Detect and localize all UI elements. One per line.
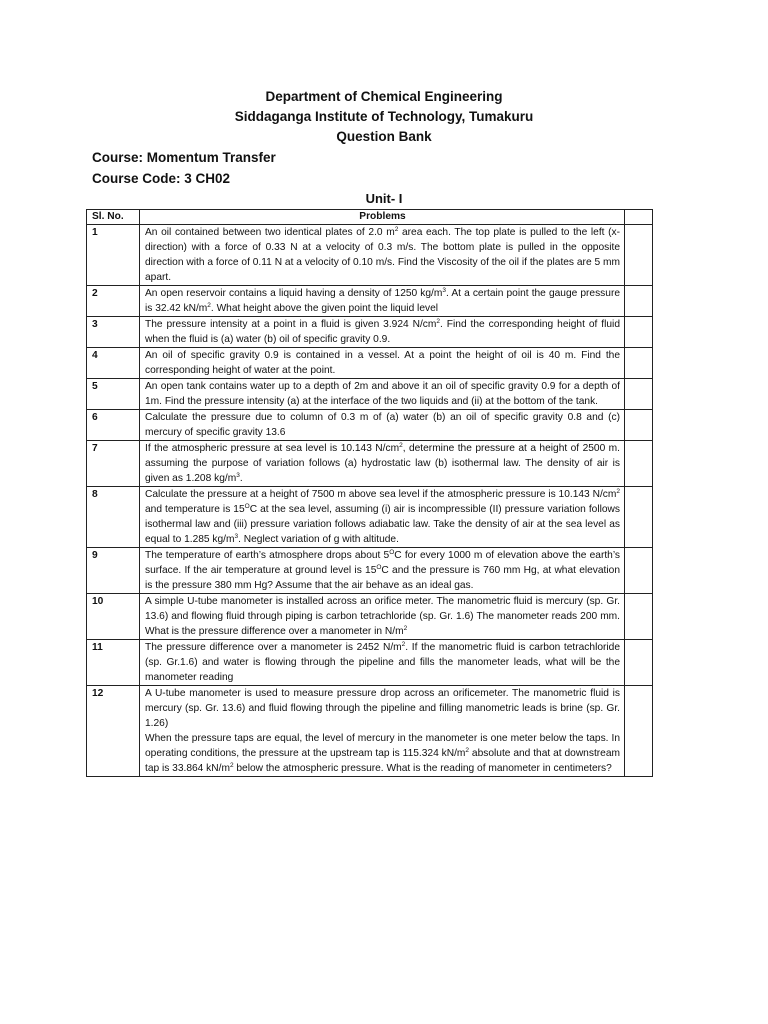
- problem-paragraph: [145, 594, 620, 639]
- problem-paragraph: [145, 731, 620, 776]
- problem-text-segment: An open tank contains water up to a depth of 2m and above it an oil of specific gravity 0.9 for a depth of 1m. Find the pressure intensity (a) at the interface of the two liquids and (ii) at the bottom of the tank.: [145, 381, 620, 407]
- superscript: O: [376, 564, 382, 571]
- superscript: O: [244, 503, 250, 510]
- problem-text-segment: . Find the corresponding height of fluid when the fluid is (a) water (b) oil of specific gravity 0.9.: [145, 319, 620, 345]
- problem-text: [140, 594, 625, 640]
- problem-text: [140, 225, 625, 286]
- problem-number: 4: [87, 348, 140, 379]
- problem-number: 3: [87, 317, 140, 348]
- table-header-row: [87, 210, 653, 225]
- problem-text-segment: An open reservoir contains a liquid having a density of 1250 kg/m: [145, 288, 443, 299]
- problem-text: [140, 487, 625, 548]
- problem-number: 6: [87, 410, 140, 441]
- superscript: 2: [229, 762, 234, 769]
- superscript: 2: [403, 625, 408, 632]
- problem-paragraph: [145, 348, 620, 378]
- table-row: [87, 317, 653, 348]
- table-row: [87, 686, 653, 777]
- problem-text-segment: C and the pressure is 760 mm Hg, at what elevation is the pressure 380 mm Hg? Assume that the air behave as an ideal gas.: [145, 565, 620, 591]
- problem-paragraph: [145, 317, 620, 347]
- problem-text-segment: A simple U-tube manometer is installed across an orifice meter. The manometric fluid is mercury (sp. Gr. 13.6) and flowing fluid through piping is carbon tetrachloride (sp. Gr. 1.6) The manometer reads 200 mm. What is the pressure difference over a manometer in N/m: [145, 596, 620, 637]
- problem-text-segment: .: [239, 473, 243, 484]
- blank-cell: [625, 286, 653, 317]
- problem-text: [140, 348, 625, 379]
- superscript: 2: [394, 226, 399, 233]
- superscript: 2: [399, 442, 403, 449]
- blank-cell: [625, 379, 653, 410]
- problem-paragraph: [145, 686, 620, 731]
- table-row: [87, 487, 653, 548]
- problem-paragraph: [145, 225, 620, 285]
- problem-text: [140, 379, 625, 410]
- problem-text: [140, 548, 625, 594]
- document-title: Question Bank: [336, 129, 432, 144]
- column-header-slno: Sl. No.: [87, 210, 140, 225]
- problem-number: 11: [87, 640, 140, 686]
- institute-heading: Siddaganga Institute of Technology, Tumakuru: [234, 109, 534, 124]
- problem-text: [140, 640, 625, 686]
- problem-text-segment: Calculate the pressure due to column of 0.3 m of (a) water (b) an oil of specific gravity 0.8 and (c) mercury of specific gravity 13.6: [145, 412, 620, 438]
- problem-text-segment: , determine the pressure at a height of 2500 m. assuming the purpose of variation follows (a) hydrostatic law (b) isothermal law. The density of air is given as 1.208 kg/m: [145, 443, 620, 484]
- table-row: [87, 379, 653, 410]
- problem-text: [140, 410, 625, 441]
- column-header-extra: [625, 210, 653, 225]
- problem-text-segment: . Neglect variation of g with altitude.: [238, 534, 399, 545]
- course-code: Course Code: 3 CH02: [92, 171, 231, 186]
- problem-text-segment: . At a certain point the gauge pressure is 32.42 kN/m: [145, 288, 621, 314]
- problem-number: 5: [87, 379, 140, 410]
- problem-text-segment: . If the manometric fluid is carbon tetrachloride (sp. Gr.1.6) and water is flowing through the pipeline and fills the manometer leads, what will be the manometer reading: [145, 642, 620, 683]
- problem-text-segment: . What height above the given point the liquid level: [210, 303, 439, 314]
- problem-text: [140, 317, 625, 348]
- problem-number: 1: [87, 225, 140, 286]
- problem-number: 8: [87, 487, 140, 548]
- problem-number: 2: [87, 286, 140, 317]
- problem-text-segment: and temperature is 15: [145, 504, 245, 515]
- department-heading: Department of Chemical Engineering: [265, 89, 503, 104]
- problem-paragraph: [145, 548, 620, 593]
- table-row: [87, 548, 653, 594]
- problem-text-segment: C for every 1000 m of elevation above the earth’s surface. If the air temperature at ground level is 15: [145, 550, 621, 576]
- problem-number: 7: [87, 441, 140, 487]
- blank-cell: [625, 317, 653, 348]
- problem-text-segment: C at the sea level, assuming (i) air is incompressible (II) pressure variation follows isothermal law and (iii) pressure variation follows adiabatic law. Take the density of air at the sea level as equal to 1.285 kg/m: [145, 504, 620, 545]
- superscript: 3: [234, 533, 239, 540]
- problem-text-segment: The temperature of earth’s atmosphere drops about 5: [145, 550, 390, 561]
- problem-paragraph: [145, 410, 620, 440]
- blank-cell: [625, 410, 653, 441]
- blank-cell: [625, 225, 653, 286]
- superscript: 2: [465, 747, 470, 754]
- problem-text: [140, 286, 625, 317]
- problem-number: 10: [87, 594, 140, 640]
- problem-number: 12: [87, 686, 140, 777]
- unit-title: Unit- I: [365, 191, 403, 206]
- table-row: [87, 410, 653, 441]
- table-row: [87, 640, 653, 686]
- problem-text-segment: The pressure intensity at a point in a fluid is given 3.924 N/cm: [145, 319, 437, 330]
- blank-cell: [625, 487, 653, 548]
- table-row: [87, 594, 653, 640]
- problem-paragraph: [145, 487, 620, 547]
- problem-text-segment: The pressure difference over a manometer is 2452 N/m: [145, 642, 402, 653]
- superscript: O: [389, 549, 395, 556]
- blank-cell: [625, 548, 653, 594]
- blank-cell: [625, 640, 653, 686]
- problem-paragraph: [145, 640, 620, 685]
- problem-text-segment: When the pressure taps are equal, the level of mercury in the manometer is one meter below the taps. In operating conditions, the pressure at the upstream tap is 115.324 kN/m: [145, 733, 620, 759]
- table-row: [87, 286, 653, 317]
- problem-paragraph: [145, 441, 620, 486]
- blank-cell: [625, 594, 653, 640]
- column-header-problems: Problems: [140, 210, 625, 225]
- table-body: [87, 225, 653, 777]
- problem-text-segment: Calculate the pressure at a height of 7500 m above sea level if the atmospheric pressure is 10.143 N/cm: [145, 489, 617, 500]
- superscript: 3: [442, 287, 446, 294]
- superscript: 2: [436, 318, 441, 325]
- superscript: 2: [207, 302, 211, 309]
- problems-table: [86, 209, 653, 777]
- problem-paragraph: [145, 379, 620, 409]
- blank-cell: [625, 441, 653, 487]
- course-name: Course: Momentum Transfer: [92, 150, 276, 165]
- blank-cell: [625, 348, 653, 379]
- problem-text-segment: below the atmospheric pressure. What is the reading of manometer in centimeters?: [233, 763, 612, 774]
- superscript: 3: [236, 472, 240, 479]
- problem-text: [140, 686, 625, 777]
- table-row: [87, 225, 653, 286]
- problem-text-segment: area each. The top plate is pulled to the left (x-direction) with a force of 0.33 N at a velocity of 0.3 m/s. The bottom plate is pulled in the opposite direction with a force of 0.11 N at a velocity of 0.10 m/s. Find the Viscosity of the oil if the plates are 5 mm apart.: [145, 227, 621, 283]
- table-row: [87, 441, 653, 487]
- superscript: 2: [401, 641, 406, 648]
- problem-text-segment: If the atmospheric pressure at sea level is 10.143 N/cm: [145, 443, 400, 454]
- problem-text: [140, 441, 625, 487]
- problem-text-segment: An oil contained between two identical plates of 2.0 m: [145, 227, 395, 238]
- problem-text-segment: An oil of specific gravity 0.9 is contained in a vessel. At a point the height of oil is 40 m. Find the corresponding height of water at the point.: [145, 350, 620, 376]
- problem-paragraph: [145, 286, 620, 316]
- superscript: 2: [616, 488, 620, 495]
- problem-text-segment: absolute and that at downstream tap is 33.864 kN/m: [145, 748, 620, 774]
- table-row: [87, 348, 653, 379]
- blank-cell: [625, 686, 653, 777]
- problem-number: 9: [87, 548, 140, 594]
- problem-text-segment: A U-tube manometer is used to measure pressure drop across an orificemeter. The manometric fluid is mercury (sp. Gr. 13.6) and fluid flowing through the pipeline and filling manometric leads is brine (sp. Gr. 1.26): [145, 688, 620, 729]
